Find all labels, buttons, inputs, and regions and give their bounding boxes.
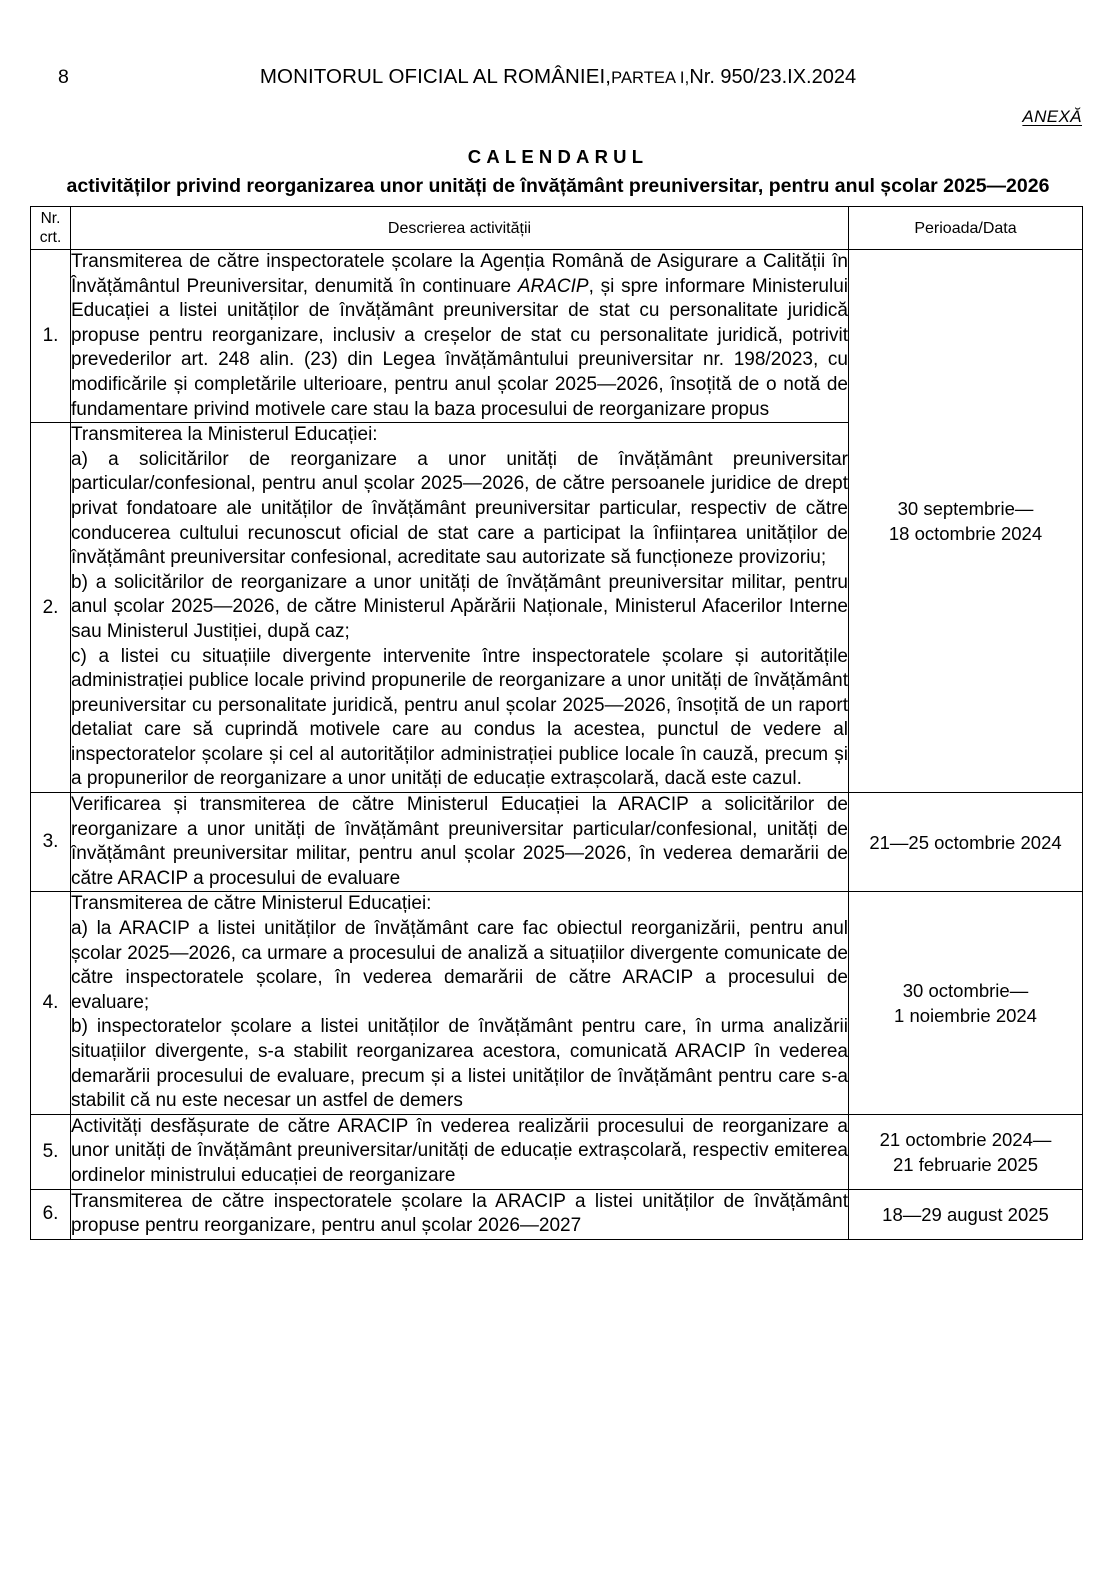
row-description-paragraph: Transmiterea la Ministerul Educației: xyxy=(71,424,378,446)
page-masthead xyxy=(0,64,1116,94)
row-number: 5. xyxy=(31,1114,71,1189)
row-description-paragraph: a) la ARACIP a listei unităților de învățământ care fac obiectul reorganizării, pentru anul școlar 2025—2026, ca urmare a procesului de analiză a situațiilor divergente comunicate de către inspectoratele școlare, în vederea demarării de către ARACIP a procesului de evaluare; xyxy=(71,918,848,1013)
row-period-line-1: 21—25 octombrie 2024 xyxy=(869,831,1062,853)
column-header-nr-crt xyxy=(31,207,71,250)
annex-label: ANEXĂ xyxy=(1022,107,1082,126)
table-row xyxy=(31,250,1083,423)
row-description-paragraph: Transmiterea de către Ministerul Educației: xyxy=(71,893,432,915)
row-description xyxy=(71,793,849,892)
row-period-line-2: 1 noiembrie 2024 xyxy=(894,1005,1037,1027)
row-number: 6. xyxy=(31,1189,71,1239)
row-description-paragraph: c) a listei cu situațiile divergente intervenite între inspectoratele școlare și autoritățile administrației publice locale privind propunerile de reorganizare a unor unități de învățământ preuniversitar cu personalitate juridică, pentru anul școlar 2025—2026, însoțită de un raport detaliat care să cuprindă motivele care au condus la acestea, punctul de vedere al inspectoratelor școlare și cel al autorităților administrației publice locale în cauză, precum și a propunerilor de reorganizare a unor unități de educație extrașcolară, dacă este cazul. xyxy=(71,645,848,790)
calendar-table xyxy=(30,206,1083,1240)
masthead-title xyxy=(0,64,1116,92)
row-number: 2. xyxy=(31,423,71,793)
row-description-paragraph: Activități desfășurate de către ARACIP în vederea realizării procesului de reorganizare a unor unități de învățământ preuniversitar/unități de educație extrașcolară, respectiv emiterea ordinelor ministrului educației de reorganizare xyxy=(71,1115,848,1186)
row-period xyxy=(849,1189,1083,1239)
row-description-paragraph: Verificarea și transmiterea de către Ministerul Educației la ARACIP a solicitărilor de reorganizare a unor unități de învățământ preuniversitar particular/confesional, unități de învățământ preuniversitar militar, pentru anul școlar 2025—2026, în vederea demarării de către ARACIP a procesului de evaluare xyxy=(71,794,848,889)
column-header-nr-crt-line2: crt. xyxy=(39,229,62,246)
row-period-line-2: 18 octombrie 2024 xyxy=(888,523,1043,545)
row-description xyxy=(71,1189,849,1239)
row-description-paragraph: Transmiterea de către inspectoratele școlare la ARACIP a listei unităților de învățământ propuse pentru reorganizare, pentru anul școlar 2026—2027 xyxy=(71,1190,848,1237)
table-row xyxy=(31,892,1083,1114)
row-period xyxy=(849,1114,1083,1189)
row-period xyxy=(849,793,1083,892)
description-text-part-1: Transmiterea de către inspectoratele școlare la Agenția Română de Asigurare a Calității în Învățământul Preuniversitar, denumită în continuare xyxy=(71,251,848,297)
table-row xyxy=(31,1114,1083,1189)
table-row xyxy=(31,793,1083,892)
document-title xyxy=(0,145,1116,199)
row-number: 3. xyxy=(31,793,71,892)
row-period-line-2: 21 februarie 2025 xyxy=(892,1153,1039,1175)
row-description-paragraph: a) a solicitărilor de reorganizare a unor unități de învățământ preuniversitar particular/confesional, pentru anul școlar 2025—2026, de către persoanele juridice de drept privat fondatoare ale unităților de învățământ preuniversitar particular, respectiv de către conducerea cultului recunoscut oficial de stat care a participat la înființarea unităților de învățământ preuniversitar confesional, acreditate sau autorizate să funcționeze provizoriu; xyxy=(71,448,848,569)
column-header-nr-crt-line1: Nr. xyxy=(40,210,61,227)
row-description xyxy=(71,1114,849,1189)
table-row xyxy=(31,1189,1083,1239)
column-header-description: Descrierea activității xyxy=(71,207,849,250)
row-description-paragraph: b) a solicitărilor de reorganizare a unor unități de învățământ preuniversitar militar, pentru anul școlar 2025—2026, de către Ministerul Apărării Naționale, Ministerul Afacerilor Interne sau Ministerul Justiției, după caz; xyxy=(71,571,848,642)
column-header-period: Perioada/Data xyxy=(849,207,1083,250)
row-period-line-1: 18—29 august 2025 xyxy=(882,1203,1049,1225)
masthead-part: PARTEA I, xyxy=(611,69,690,87)
row-description-paragraph xyxy=(71,250,848,422)
masthead-publication-name: MONITORUL OFICIAL AL ROMÂNIEI, xyxy=(259,65,612,88)
table-header-row xyxy=(31,207,1083,250)
document-title-line-2: activităților privind reorganizarea unor unități de învățământ preuniversitar, pentru anul școlar 2025—2026 xyxy=(66,175,1050,197)
row-description xyxy=(71,423,849,793)
row-period-line-1: 30 octombrie— xyxy=(902,980,1029,1002)
row-number: 1. xyxy=(31,250,71,423)
masthead-issue: Nr. 950/23.IX.2024 xyxy=(689,66,857,88)
document-title-line-1: CALENDARUL xyxy=(467,146,649,167)
row-description xyxy=(71,250,849,423)
row-period xyxy=(849,250,1083,793)
row-description-paragraph: b) inspectoratelor școlare a listei unităților de învățământ pentru care, în urma analizării situațiilor divergente, s-a stabilit reorganizarea acestora, comunicată ARACIP în vederea demarării procesului de evaluare, precum și a listei unităților de învățământ pentru care s-a stabilit că nu este necesar un astfel de demers xyxy=(71,1016,848,1112)
description-text-part-2: , și spre informare Ministerului Educației a listei unităților de învățământ preuniversitar de stat cu personalitate juridică propuse pentru reorganizare, inclusiv a creșelor de stat cu personalitate juridică, potrivit prevederilor art. 248 alin. (23) din Legea învățământului preuniversitar nr. 198/2023, cu modificările și completările ulterioare, pentru anul școlar 2025—2026, însoțită de o notă de fundamentare privind motivele care stau la baza procesului de reorganizare propus xyxy=(71,275,848,420)
page-number: 8 xyxy=(58,66,69,88)
row-description xyxy=(71,892,849,1114)
row-period-line-1: 30 septembrie— xyxy=(897,498,1034,520)
row-period-line-1: 21 octombrie 2024— xyxy=(879,1128,1052,1150)
row-number: 4. xyxy=(31,892,71,1114)
description-acronym-aracip: ARACIP xyxy=(517,275,589,297)
row-period xyxy=(849,892,1083,1114)
